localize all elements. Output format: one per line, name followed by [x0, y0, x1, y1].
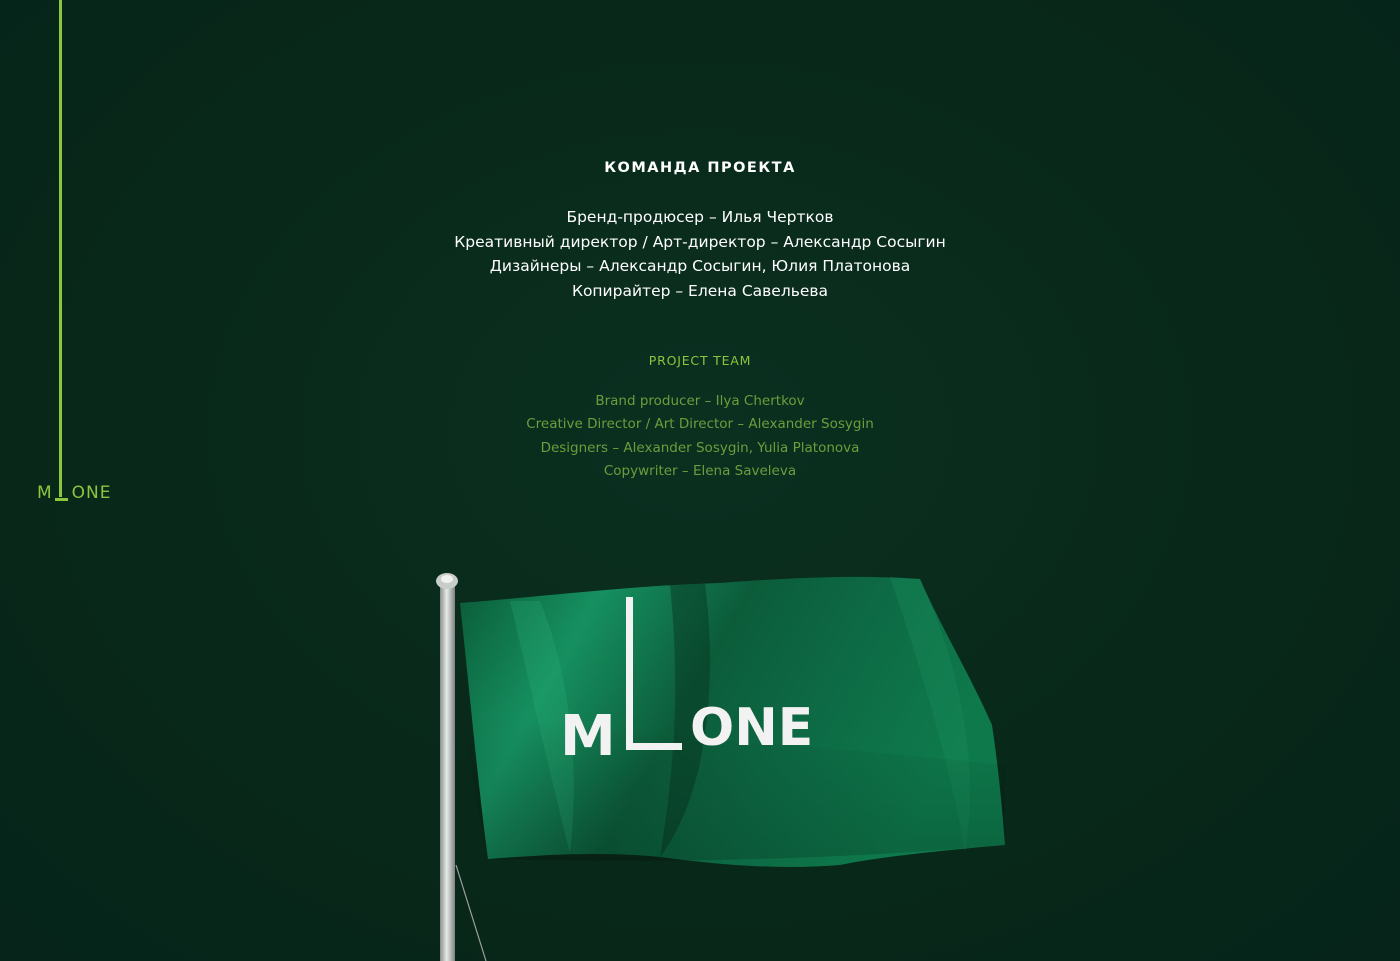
ru-team-line: Копирайтер – Елена Савельева: [571, 282, 829, 301]
side-logo-l-bar: [55, 498, 68, 501]
en-team-list: [0, 390, 1400, 483]
ru-team-line: Креативный директор / Арт-директор – Александр Сосыгин: [454, 232, 946, 251]
en-team-line: Designers – Alexander Sosygin, Yulia Platonova: [540, 439, 860, 456]
ru-team-line: Дизайнеры – Александр Сосыгин, Юлия Платонова: [489, 257, 911, 276]
en-team-heading: PROJECT TEAM: [648, 353, 752, 368]
en-team-line: Brand producer – Ilya Chertkov: [595, 393, 805, 409]
side-logo-left: M: [37, 483, 53, 503]
ru-team-heading: КОМАНДА ПРОЕКТА: [604, 160, 796, 176]
flag-illustration: [420, 565, 1020, 961]
ru-team-list: [0, 205, 1400, 304]
flagpole: [440, 585, 455, 961]
flagpole-finial-highlight: [441, 575, 453, 583]
side-logo-right: ONE: [71, 483, 112, 503]
flag-svg: [420, 565, 1020, 961]
flagpole-rope: [456, 865, 486, 961]
flag-logo-l-bar: [626, 743, 682, 750]
ru-team-line: Бренд-продюсер – Илья Чертков: [566, 208, 834, 226]
flag-logo-left: M: [560, 704, 616, 769]
en-team-line: Creative Director / Art Director – Alexander Sosygin: [526, 416, 874, 433]
flag-logo-vertical-bar: [626, 597, 633, 750]
en-team-line: Copywriter – Elena Saveleva: [603, 462, 797, 479]
flag-logo-right: ONE: [690, 698, 814, 758]
